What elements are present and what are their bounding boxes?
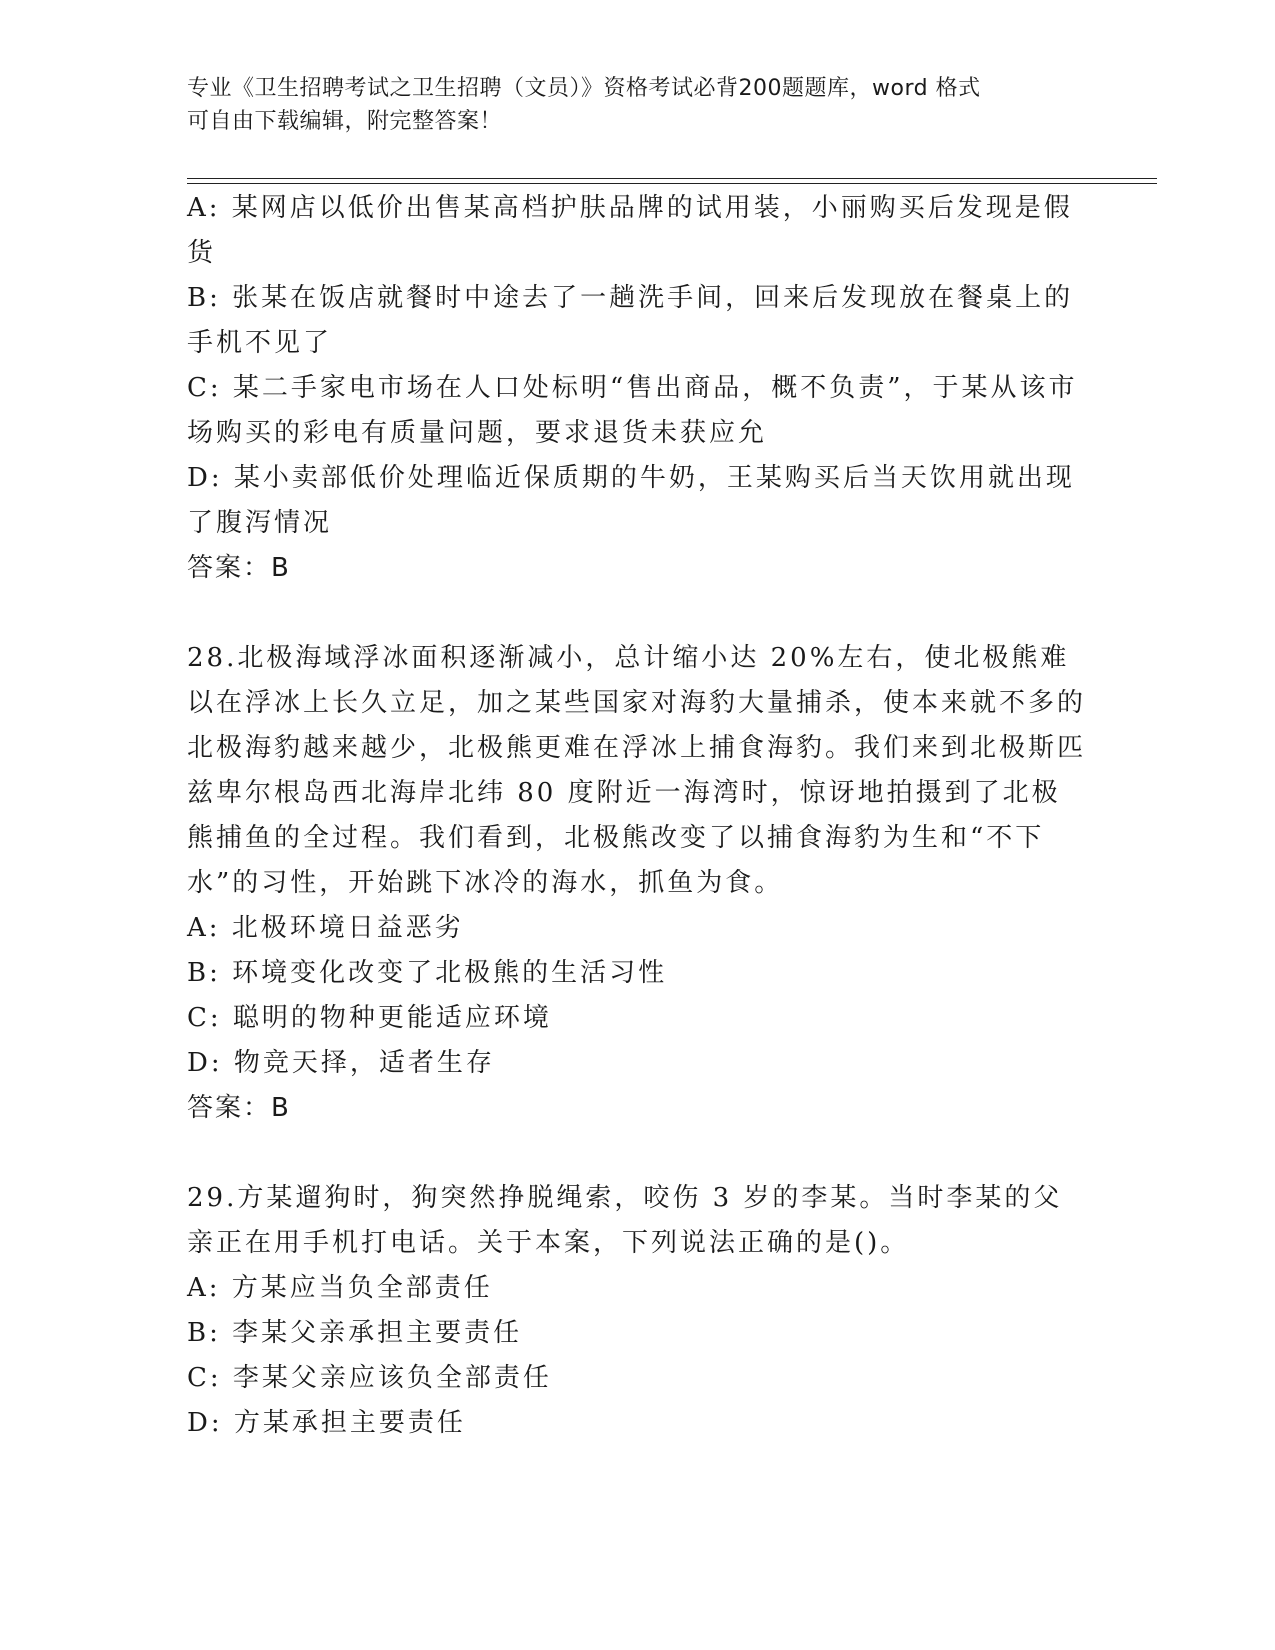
q28-option-b: B: 环境变化改变了北极熊的生活习性 — [187, 958, 668, 988]
q29-option-b: B: 李某父亲承担主要责任 — [187, 1318, 523, 1348]
question-content — [187, 186, 1087, 1446]
page-header — [187, 72, 1067, 138]
q27-option-b: B: 张某在饭店就餐时中途去了一趟洗手间，回来后发现放在餐桌上的手机不见了 — [187, 283, 1074, 358]
q28-option-a: A: 北极环境日益恶劣 — [187, 913, 464, 943]
question-29 — [187, 1176, 1087, 1446]
q28-option-d: D: 物竞天择，适者生存 — [187, 1048, 495, 1078]
q29-option-a: A: 方某应当负全部责任 — [187, 1273, 493, 1303]
header-title-line2: 可自由下载编辑，附完整答案！ — [187, 109, 503, 134]
header-title-line1: 专业《卫生招聘考试之卫生招聘（文员）》资格考试必背200题题库，word 格式 — [187, 76, 981, 101]
q27-answer: 答案：B — [187, 553, 291, 583]
header-double-rule — [187, 178, 1157, 184]
q27-option-c: C: 某二手家电市场在人口处标明“售出商品，概不负责”，于某从该市场购买的彩电有质量问题，要求退货未获应允 — [187, 373, 1078, 448]
q29-stem: 29.方某遛狗时，狗突然挣脱绳索，咬伤 3 岁的李某。当时李某的父亲正在用手机打电话。关于本案，下列说法正确的是()。 — [187, 1183, 1063, 1258]
question-27-tail — [187, 186, 1087, 591]
q28-answer: 答案：B — [187, 1093, 291, 1123]
q29-option-d: D: 方某承担主要责任 — [187, 1408, 466, 1438]
question-28 — [187, 636, 1087, 1131]
q28-stem: 28.北极海域浮冰面积逐渐减小，总计缩小达 20%左右，使北极熊难以在浮冰上长久立足，加之某些国家对海豹大量捕杀，使本来就不多的北极海豹越来越少，北极熊更难在浮冰上捕食海豹。我们来到北极斯匹兹卑尔根岛西北海岸北纬 80 度附近一海湾时，惊讶地拍摄到了北极熊捕鱼的全过程。我们看到，北极熊改变了以捕食海豹为生和“不下水”的习性，开始跳下冰冷的海水，抓鱼为食。 — [187, 643, 1087, 898]
q27-option-d: D: 某小卖部低价处理临近保质期的牛奶，王某购买后当天饮用就出现了腹泻情况 — [187, 463, 1075, 538]
q28-option-c: C: 聪明的物种更能适应环境 — [187, 1003, 552, 1033]
q27-option-a: A: 某网店以低价出售某高档护肤品牌的试用装，小丽购买后发现是假货 — [187, 193, 1073, 268]
q29-option-c: C: 李某父亲应该负全部责任 — [187, 1363, 552, 1393]
